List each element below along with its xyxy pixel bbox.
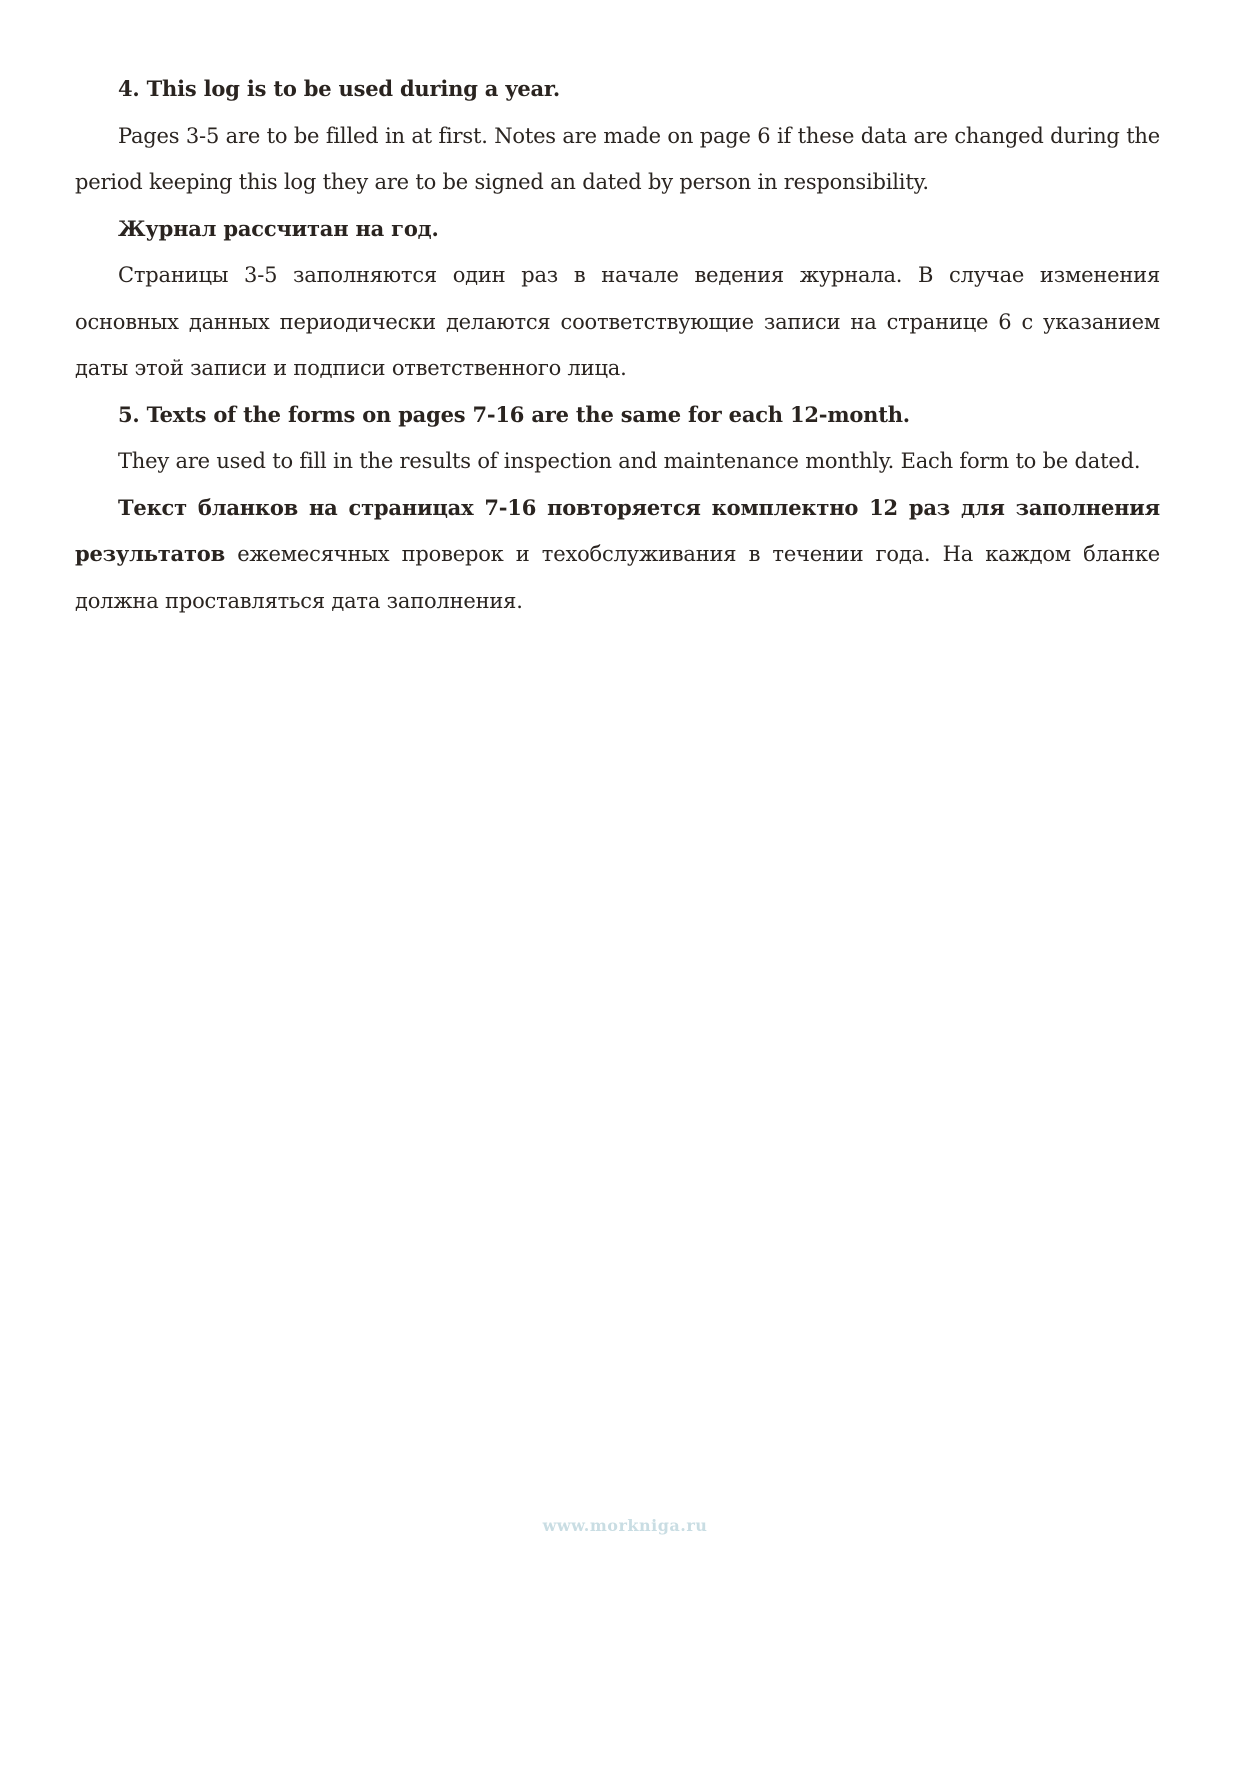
section-5-heading: 5. Texts of the forms on pages 7-16 are the same for each 12-month.	[118, 401, 910, 427]
section-4-russian-heading: Журнал рассчитан на год.	[118, 215, 439, 241]
section-5-russian-body: ежемесячных проверок и техобслуживания в течении года. На каждом бланке должна проставляться дата заполнения.	[75, 542, 1160, 613]
watermark: www.morkniga.ru	[542, 1516, 708, 1535]
section-5-russian-text	[75, 485, 1160, 625]
document-body	[75, 66, 1160, 624]
section-4-english-text: Pages 3-5 are to be filled in at first. Notes are made on page 6 if these data are changed during the period keeping this log they are to be signed an dated by person in responsibility.	[75, 123, 1160, 194]
section-4-russian-text: Страницы 3-5 заполняются один раз в начале ведения журнала. В случае изменения основных данных периодически делаются соответствующие записи на странице 6 с указанием даты этой записи и подписи ответственного лица.	[75, 263, 1160, 380]
section-5-english-text: They are used to fill in the results of inspection and maintenance monthly. Each form to be dated.	[118, 449, 1141, 473]
section-5-russian-heading: Текст бланков на страницах 7-16 повторяется комплектно 12 раз для заполнения результатов	[75, 494, 1160, 566]
section-4-heading: 4. This log is to be used during a year.	[118, 76, 560, 101]
